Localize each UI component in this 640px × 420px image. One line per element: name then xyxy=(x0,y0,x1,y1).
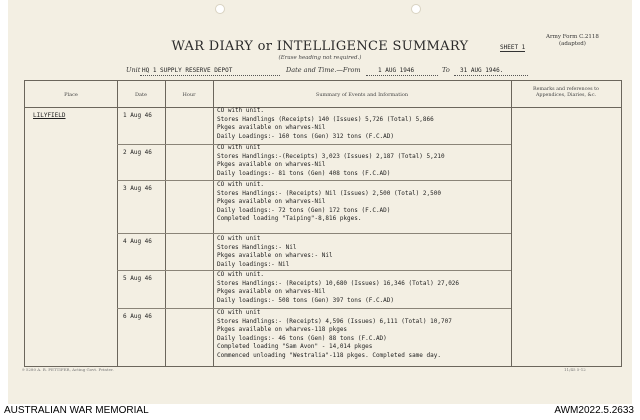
date-from-value: 1 AUG 1946 xyxy=(378,67,415,74)
entry-text: CO with unit Stores Handlings:-(Receipts) 3,023 (Issues) 2,187 (Total) 5,210 Pkges available on wharves-Nil Daily loadings:- 81 tons (Gen) 408 tons (F.C.AD) xyxy=(217,144,445,177)
col-header-hour: Hour xyxy=(182,92,196,98)
entry-date: 4 Aug 46 xyxy=(123,238,152,245)
archive-name: AUSTRALIAN WAR MEMORIAL xyxy=(4,405,149,416)
diary-sheet xyxy=(8,0,632,404)
date-to-value: 31 AUG 1946. xyxy=(460,67,504,74)
col-header-remarks xyxy=(511,87,621,99)
sheet-number: SHEET 1 xyxy=(500,44,526,51)
entry-text: CO with unit. Stores Handlings:- (Receipts) 10,680 (Issues) 16,346 (Total) 27,026 Pkges available on wharves-Nil Daily loadings:- 508 tons (Gen) 397 tons (F.C.AD) xyxy=(217,271,460,304)
entry-date: 5 Aug 46 xyxy=(123,275,152,282)
remarks-header-line2: Appendices, Diaries, &c. xyxy=(535,93,597,98)
col-divider-date xyxy=(117,81,118,366)
col-divider-hour xyxy=(165,81,166,366)
form-title: WAR DIARY or INTELLIGENCE SUMMARY xyxy=(171,39,469,54)
col-header-date: Date xyxy=(135,92,147,98)
entry-text: CO with unit. Stores Handlings (Receipts) 140 (Issues) 5,726 (Total) 5,866 Pkges available on wharves-Nil Daily Loadings:- 160 tons (Gen) 312 tons (F.C.AD) xyxy=(217,107,434,140)
entry-date: 1 Aug 46 xyxy=(123,112,152,119)
unit-label: Unit xyxy=(126,66,141,74)
date-from-label: Date and Time.—From xyxy=(286,66,361,74)
col-header-summary: Summary of Events and Information xyxy=(315,92,409,98)
form-subtitle: (Erase heading not required.) xyxy=(278,55,362,61)
row-rule-3 xyxy=(117,233,511,234)
entry-date: 6 Aug 46 xyxy=(123,313,152,320)
remarks-header-line1: Remarks and references to xyxy=(533,87,599,92)
entry-date: 3 Aug 46 xyxy=(123,185,152,192)
printer-imprint: 9 5280 A. R. PETTIFER, Acting Govt. Printer. xyxy=(22,367,114,372)
col-divider-summary xyxy=(213,81,214,366)
place-lilyfield: LILYFIELD xyxy=(33,112,66,119)
punch-hole-left xyxy=(215,4,225,14)
unit-value: HQ 1 SUPPLY RESERVE DEPOT xyxy=(142,67,233,74)
unit-underline xyxy=(140,75,280,76)
entry-text: CO with unit. Stores Handlings:- (Receipts) Nil (Issues) 2,500 (Total) 2,500 Pkges available on wharves-Nil Daily loadings:- 72 tons (Gen) 172 tons (F.C.AD) Completed loading "Taiping"-8,816 pkges. xyxy=(217,181,441,222)
entry-text: CO with unit Stores Handlings:- (Receipts) 4,596 (Issues) 6,111 (Total) 10,707 Pkges available on wharves-118 pkges Daily loadings:- 46 tons (Gen) 88 tons (F.C.AD) Completed loading "Sam Avon" - 14,014 pkges Commenced unloading "Westralia"-118 pkges. Completed same day. xyxy=(217,309,452,359)
col-header-place: Place xyxy=(64,92,78,98)
army-form-label: Army Form C.2118 xyxy=(546,34,599,40)
col-divider-remarks xyxy=(511,81,512,366)
entry-text: CO with unit Stores Handlings:- Nil Pkges available on wharves:- Nil Daily loadings:- Nil xyxy=(217,235,333,268)
date-to-underline xyxy=(454,75,528,76)
date-to-label: To xyxy=(442,66,450,74)
army-form-adapted: (adapted) xyxy=(558,41,586,47)
date-from-underline xyxy=(366,75,438,76)
archive-accession-number: AWM2022.5.2633 xyxy=(554,405,634,416)
punch-hole-right xyxy=(411,4,421,14)
form-print-code: 11/45 5-12 xyxy=(564,367,586,372)
entry-date: 2 Aug 46 xyxy=(123,149,152,156)
diary-table xyxy=(24,80,622,367)
